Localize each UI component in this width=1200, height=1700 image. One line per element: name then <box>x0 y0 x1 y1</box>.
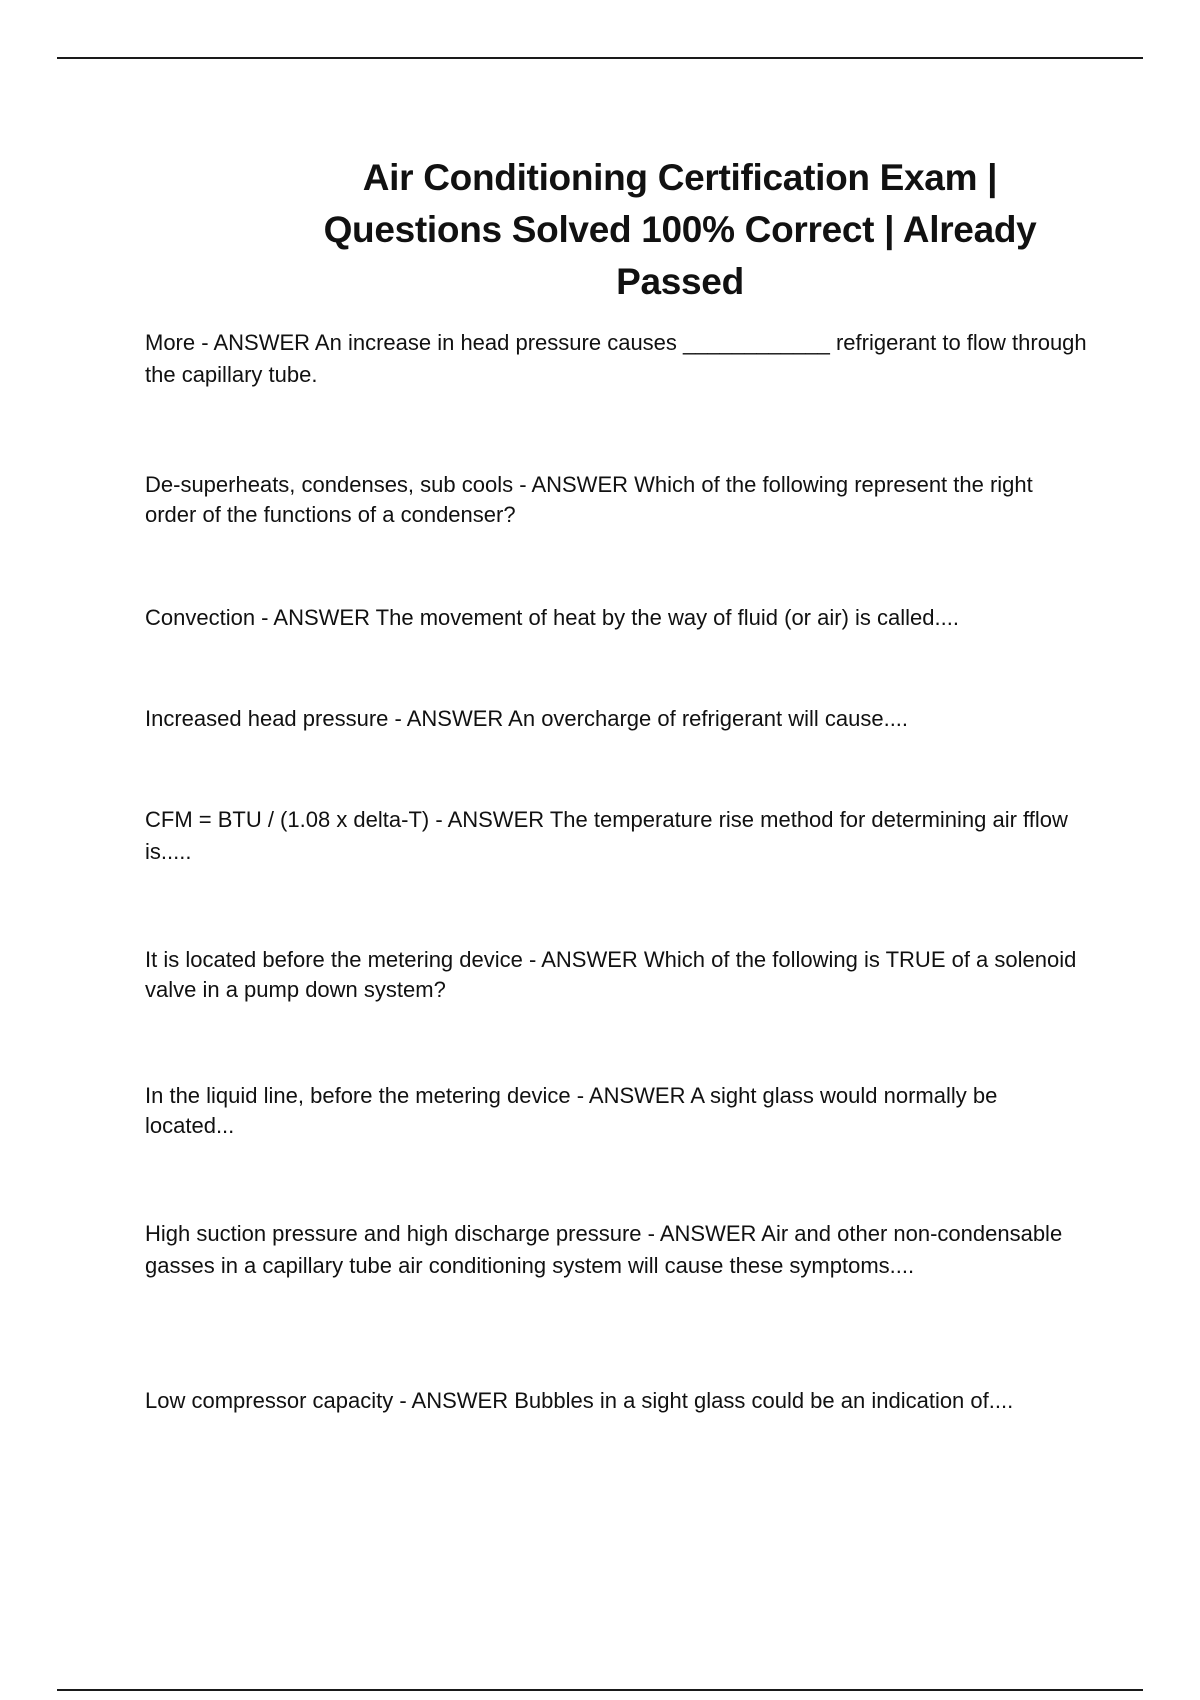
bottom-rule <box>57 1689 1143 1691</box>
title-line-1: Air Conditioning Certification Exam | <box>362 157 998 198</box>
qa-item: In the liquid line, before the metering device - ANSWER A sight glass would normally be located... <box>145 1083 998 1138</box>
qa-item: It is located before the metering device - ANSWER Which of the following is TRUE of a solenoid valve in a pump down system? <box>145 947 1077 1002</box>
qa-item: More - ANSWER An increase in head pressure causes ____________ refrigerant to flow through the capillary tube. <box>145 330 1087 387</box>
qa-item: De-superheats, condenses, sub cools - ANSWER Which of the following represent the right order of the functions of a condenser? <box>145 472 1033 527</box>
document-title <box>280 152 1080 308</box>
title-line-3: Passed <box>616 261 744 302</box>
qa-item: High suction pressure and high discharge pressure - ANSWER Air and other non-condensable gasses in a capillary tube air conditioning system will cause these symptoms.... <box>145 1221 1063 1278</box>
qa-item: Convection - ANSWER The movement of heat by the way of fluid (or air) is called.... <box>145 605 959 630</box>
qa-item: Increased head pressure - ANSWER An overcharge of refrigerant will cause.... <box>145 706 909 731</box>
title-line-2: Questions Solved 100% Correct | Already <box>323 209 1037 250</box>
qa-item: Low compressor capacity - ANSWER Bubbles in a sight glass could be an indication of.... <box>145 1388 1014 1413</box>
qa-item: CFM = BTU / (1.08 x delta-T) - ANSWER The temperature rise method for determining air fflow is..... <box>145 807 1068 864</box>
top-rule <box>57 57 1143 59</box>
